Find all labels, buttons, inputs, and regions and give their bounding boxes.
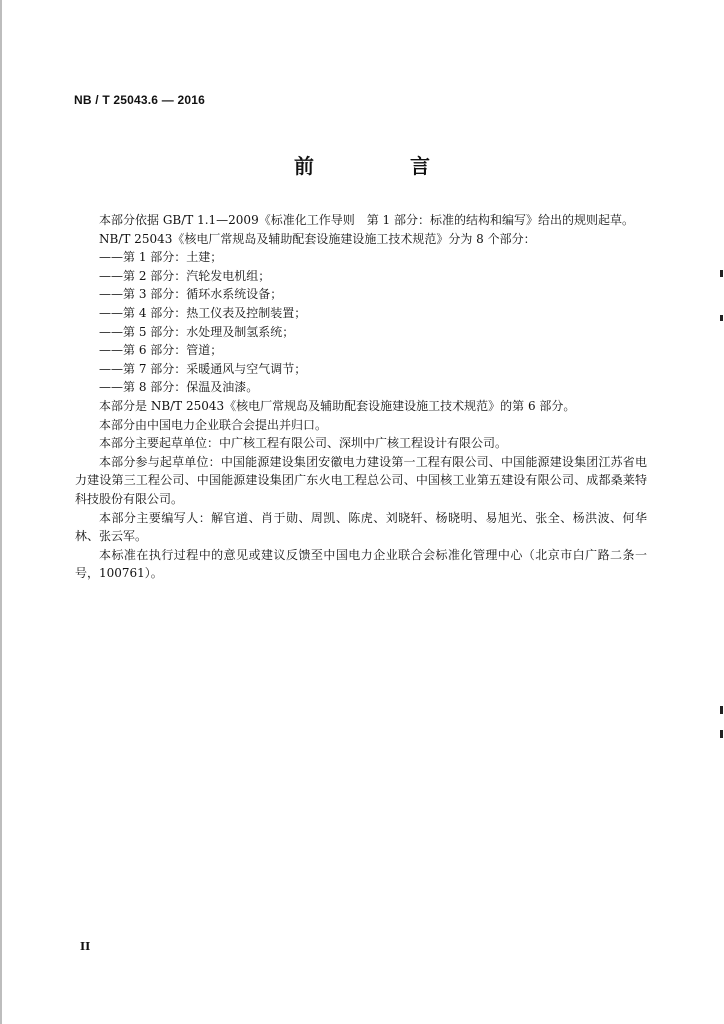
paragraph: 本标准在执行过程中的意见或建议反馈至中国电力企业联合会标准化管理中心（北京市白广路二条一号，100761）。: [75, 547, 647, 581]
list-item: ——第 2 部分：汽轮发电机组；: [99, 268, 271, 283]
scan-mark: [720, 315, 723, 321]
paragraph: 本部分是 NB/T 25043《核电厂常规岛及辅助配套设施建设施工技术规范》的第 6 部分。: [99, 398, 576, 413]
page-title: 前 言: [294, 154, 468, 178]
list-item: ——第 7 部分：采暖通风与空气调节；: [99, 361, 307, 376]
scan-mark: [720, 706, 723, 714]
list-item: ——第 4 部分：热工仪表及控制装置；: [99, 305, 307, 320]
paragraph: 本部分主要编写人：解官道、肖于勋、周凯、陈虎、刘晓轩、杨晓明、易旭光、张全、杨洪波、何华林、张云军。: [75, 510, 647, 544]
paragraph: 本部分参与起草单位：中国能源建设集团安徽电力建设第一工程有限公司、中国能源建设集团江苏省电力建设第三工程公司、中国能源建设集团广东火电工程总公司、中国核工业第五建设有限公司、成都桑莱特科技股份有限公司。: [75, 454, 647, 506]
list-item: ——第 6 部分：管道；: [99, 343, 223, 358]
scan-mark: [720, 270, 723, 277]
list-item: ——第 5 部分：水处理及制氢系统；: [99, 324, 295, 339]
standard-code: NB / T 25043.6 — 2016: [74, 93, 205, 107]
list-item: ——第 1 部分：土建；: [99, 250, 223, 265]
list-item: ——第 8 部分：保温及油漆。: [99, 380, 259, 395]
foreword-body: [75, 211, 647, 583]
list-item: ——第 3 部分：循环水系统设备；: [99, 287, 283, 302]
page-number: II: [80, 940, 91, 953]
paragraph: 本部分依据 GB/T 1.1—2009《标准化工作导则 第 1 部分：标准的结构和编写》给出的规则起草。: [99, 213, 634, 227]
scan-mark: [720, 730, 723, 738]
paragraph: NB/T 25043《核电厂常规岛及辅助配套设施建设施工技术规范》分为 8 个部分：: [99, 231, 536, 246]
paragraph: 本部分主要起草单位：中广核工程有限公司、深圳中广核工程设计有限公司。: [99, 436, 508, 451]
paragraph: 本部分由中国电力企业联合会提出并归口。: [99, 417, 328, 432]
